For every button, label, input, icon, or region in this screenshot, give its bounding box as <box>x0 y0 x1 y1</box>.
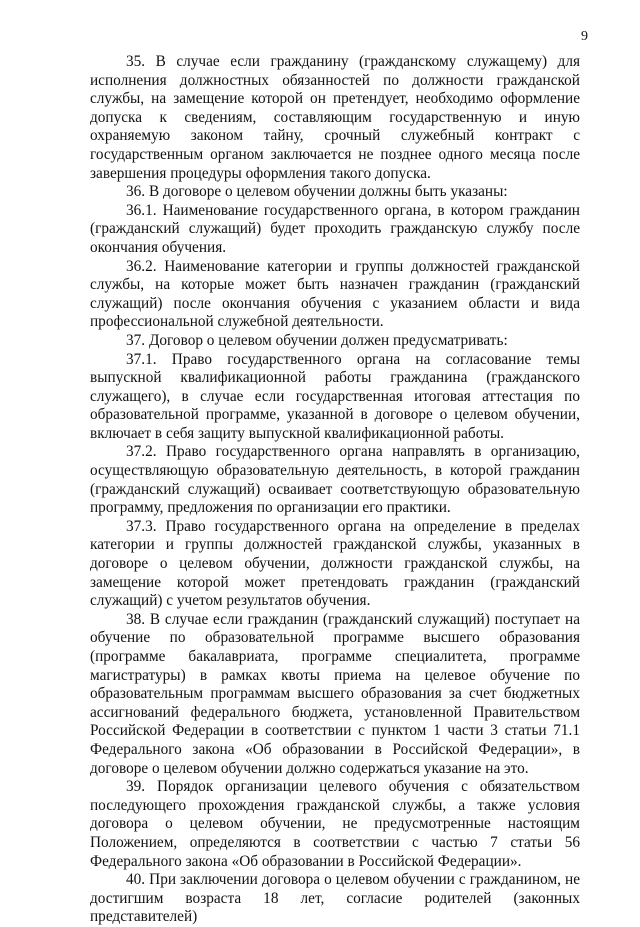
paragraph-36: 36. В договоре о целевом обучении должны быть указаны: <box>126 183 508 201</box>
paragraph-37-2: 37.2. Право государственного органа направлять в организацию, осуществляющую образовательную деятельность, в которой гражданин (гражданский служащий) осваивает соответствующую образовательную программу, предложения по организации его практики. <box>90 443 580 517</box>
paragraph-40: 40. При заключении договора о целевом обучении с гражданином, не достигшим возраста 18 лет, согласие родителей (законных представителей) <box>90 871 580 926</box>
paragraph-37-3: 37.3. Право государственного органа на определение в пределах категории и группы должностей гражданской службы, указанных в договоре о целевом обучении, должности гражданской службы, на замещение которой может претендовать гражданин (гражданский служащий) с учетом результатов обучения. <box>90 517 580 610</box>
page-number: 9 <box>581 29 588 44</box>
paragraph-38: 38. В случае если гражданин (гражданский служащий) поступает на обучение по образовательной программе высшего образования (программе бакалавриата, программе специалитета, программе магистратуры) в рамках квоты приема на целевое обучение по образовательным программам высшего образования за счет бюджетных ассигнований федерального бюджета, установленной Правительством Российской Федерации в соответствии с пунктом 1 части 3 статьи 71.1 Федерального закона «Об образовании в Российской Федерации», в договоре о целевом обучении должно содержаться указание на это. <box>90 610 580 777</box>
paragraph-37-1: 37.1. Право государственного органа на согласование темы выпускной квалификационной работы гражданина (гражданского служащего), в случае если государственная итоговая аттестация по образовательной программе, указанной в договоре о целевом обучении, включает в себя защиту выпускной квалификационной работы. <box>90 350 580 442</box>
paragraph-39: 39. Порядок организации целевого обучения с обязательством последующего прохождения гражданской службы, а также условия договора о целевом обучении, не предусмотренные настоящим Положением, определяются в соответствии с частью 7 статьи 56 Федерального закона «Об образовании в Российской Федерации». <box>90 778 580 870</box>
paragraph-36-2: 36.2. Наименование категории и группы должностей гражданской службы, на которые может быть назначен гражданин (гражданский служащий) после окончания обучения с указанием области и вида профессиональной служебной деятельности. <box>90 257 580 331</box>
paragraph-36-1: 36.1. Наименование государственного органа, в котором гражданин (гражданский служащий) будет проходить гражданскую службу после окончания обучения. <box>90 201 580 256</box>
paragraph-35: 35. В случае если гражданину (гражданскому служащему) для исполнения должностных обязанностей по должности гражданской службы, на замещение которой он претендует, необходимо оформление допуска к сведениям, составляющим государственную и иную охраняемую законом тайну, срочный служебный контракт с государственным органом заключается не позднее одного месяца после завершения процедуры оформления такого допуска. <box>90 53 580 182</box>
paragraph-37: 37. Договор о целевом обучении должен предусматривать: <box>126 331 508 349</box>
document-body <box>90 53 580 927</box>
